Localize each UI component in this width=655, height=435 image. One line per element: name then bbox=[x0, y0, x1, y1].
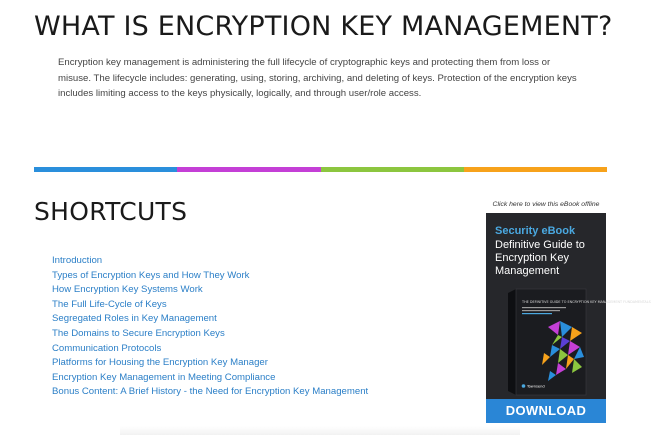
bottom-shadow bbox=[120, 426, 520, 435]
divider-segment-blue bbox=[34, 167, 177, 172]
list-item bbox=[52, 327, 368, 342]
list-item bbox=[52, 269, 368, 284]
shortcut-link-introduction[interactable]: Introduction bbox=[52, 255, 103, 266]
ebook-label: Security eBook bbox=[495, 225, 576, 237]
shortcut-links-list bbox=[52, 254, 368, 400]
list-item bbox=[52, 283, 368, 298]
list-item bbox=[52, 298, 368, 313]
intro-paragraph: Encryption key management is administering the full lifecycle of cryptographic keys and protecting them from loss or misuse. The lifecycle includes: generating, using, storing, archiving, and deleting of keys. Protection of the encryption keys includes limiting access to the keys physically, logically, and through user/role access. bbox=[58, 57, 577, 99]
list-item bbox=[52, 254, 368, 269]
divider-segment-green bbox=[321, 167, 464, 172]
divider-segment-orange bbox=[464, 167, 607, 172]
shortcut-link-compliance[interactable]: Encryption Key Management in Meeting Compliance bbox=[52, 371, 276, 383]
shortcut-link-segregated-roles[interactable]: Segregated Roles in Key Management bbox=[52, 313, 217, 325]
ebook-cover-image bbox=[486, 287, 651, 399]
download-button[interactable]: DOWNLOAD bbox=[486, 399, 606, 423]
shortcut-link-platforms[interactable]: Platforms for Housing the Encryption Key Manager bbox=[52, 357, 268, 369]
shortcut-link-domains[interactable]: The Domains to Secure Encryption Keys bbox=[52, 327, 225, 339]
ebook-title: Definitive Guide to Encryption Key Management bbox=[495, 239, 585, 277]
list-item bbox=[52, 385, 368, 400]
brand-logo-icon bbox=[522, 384, 526, 388]
list-item bbox=[52, 342, 368, 357]
ebook-brand: Townsend bbox=[527, 384, 545, 389]
shortcut-link-how-systems-work[interactable]: How Encryption Key Systems Work bbox=[52, 284, 203, 296]
list-item bbox=[52, 312, 368, 327]
shortcut-link-types-of-keys[interactable]: Types of Encryption Keys and How They Work bbox=[52, 269, 250, 281]
page-title: WHAT IS ENCRYPTION KEY MANAGEMENT? bbox=[34, 11, 613, 42]
shortcut-link-life-cycle[interactable]: The Full Life-Cycle of Keys bbox=[52, 298, 167, 310]
shortcut-link-bonus-history[interactable]: Bonus Content: A Brief History - the Need for Encryption Key Management bbox=[52, 386, 369, 398]
divider-segment-purple bbox=[177, 167, 320, 172]
color-divider bbox=[34, 167, 607, 172]
ebook-cover-text: THE DEFINITIVE GUIDE TO ENCRYPTION KEY MANAGEMENT FUNDAMENTALS bbox=[522, 300, 651, 304]
list-item bbox=[52, 371, 368, 386]
list-item bbox=[52, 356, 368, 371]
shortcuts-heading: SHORTCUTS bbox=[34, 197, 188, 226]
shortcut-link-communication-protocols[interactable]: Communication Protocols bbox=[52, 342, 162, 354]
ebook-download-card[interactable] bbox=[486, 213, 651, 423]
ebook-caption: Click here to view this eBook offline bbox=[492, 201, 600, 208]
